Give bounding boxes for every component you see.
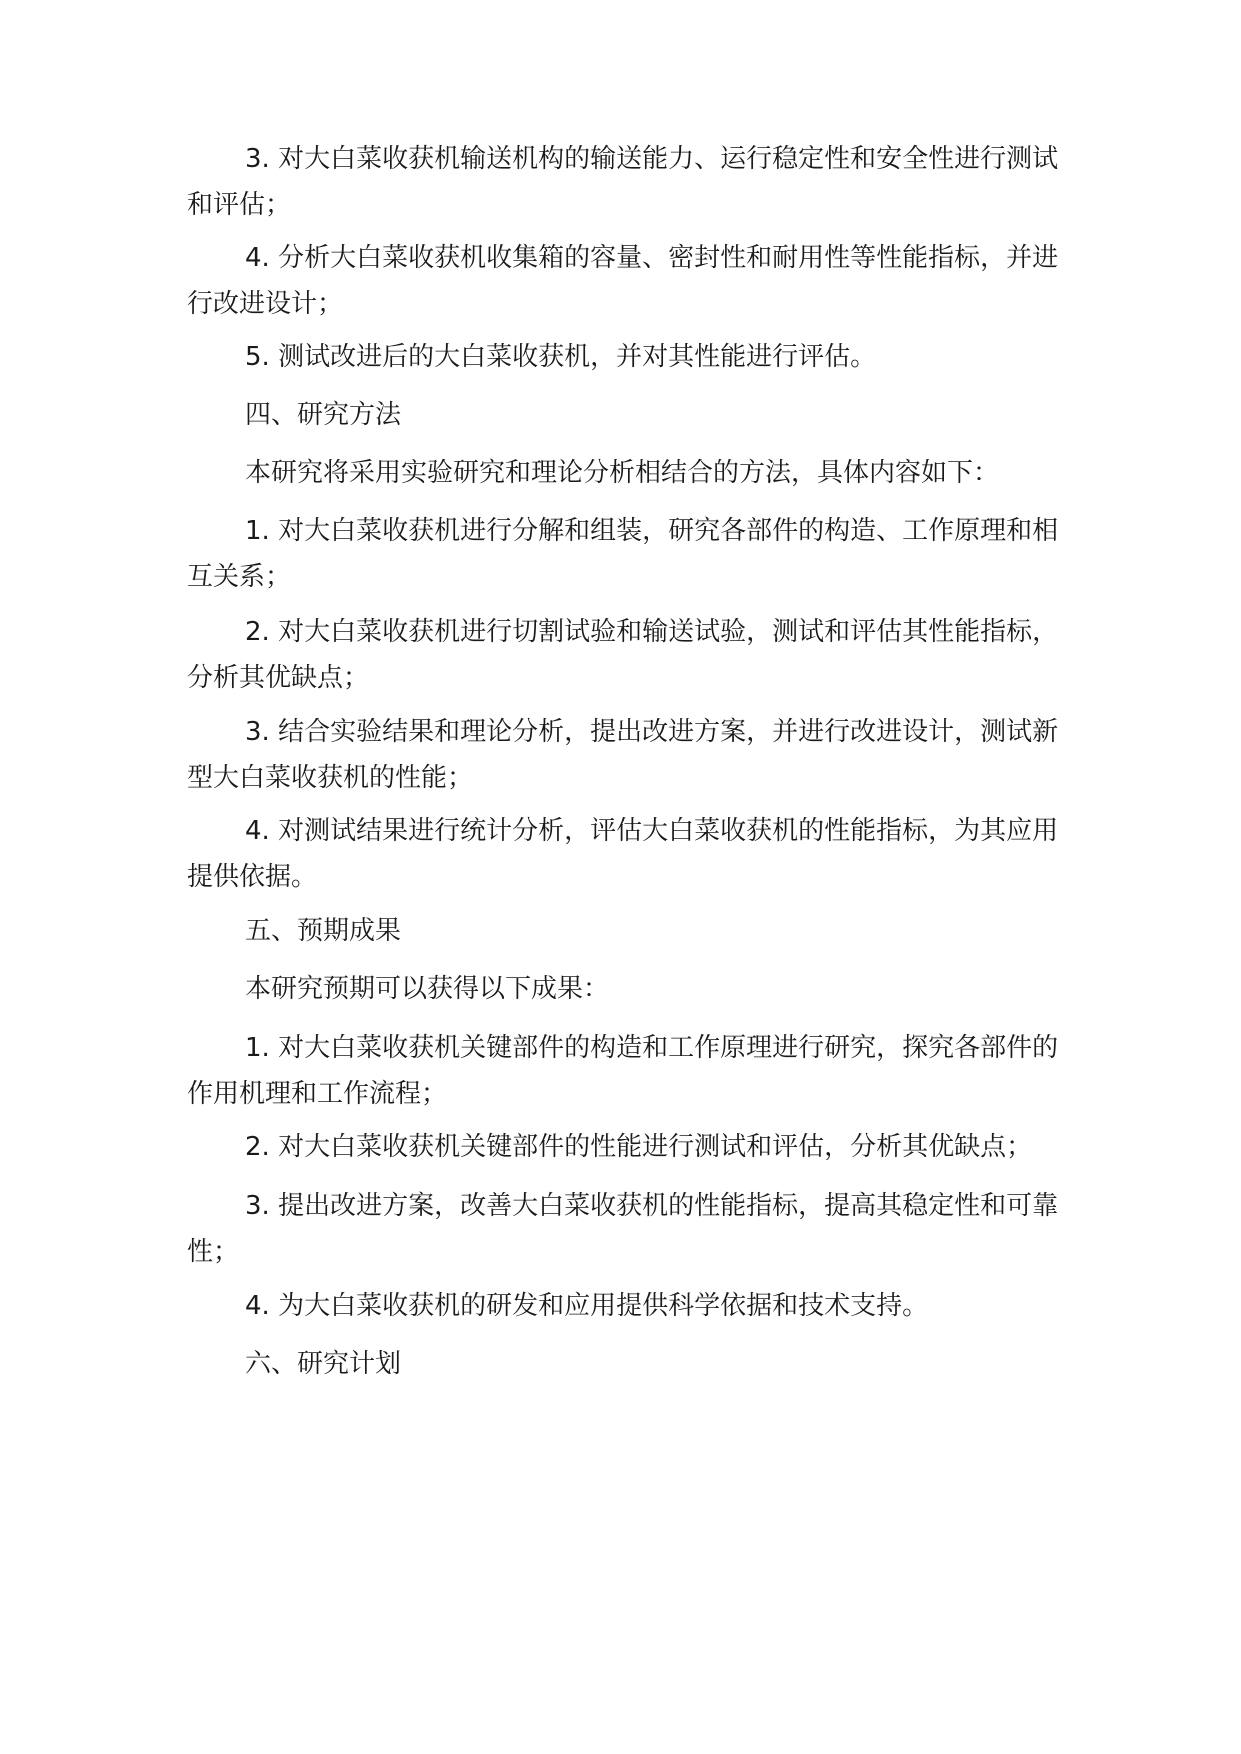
method-item-2: 2. 对大白菜收获机进行切割试验和输送试验，测试和评估其性能指标，分析其优缺点； [187, 617, 1059, 693]
result-item-2: 2. 对大白菜收获机关键部件的性能进行测试和评估，分析其优缺点； [245, 1132, 1033, 1162]
methods-intro: 本研究将采用实验研究和理论分析相结合的方法，具体内容如下： [245, 458, 1000, 488]
results-intro: 本研究预期可以获得以下成果： [245, 974, 610, 1004]
list-item-4-collection-box: 4. 分析大白菜收获机收集箱的容量、密封性和耐用性等性能指标，并进行改进设计； [187, 243, 1059, 319]
section-heading-expected-results: 五、预期成果 [245, 916, 402, 946]
section-heading-methods: 四、研究方法 [245, 400, 402, 430]
method-item-1: 1. 对大白菜收获机进行分解和组装，研究各部件的构造、工作原理和相互关系； [187, 516, 1059, 592]
method-item-3: 3. 结合实验结果和理论分析，提出改进方案，并进行改进设计，测试新型大白菜收获机的性能； [187, 717, 1059, 793]
result-item-3: 3. 提出改进方案，改善大白菜收获机的性能指标，提高其稳定性和可靠性； [187, 1191, 1059, 1267]
section-heading-research-plan: 六、研究计划 [245, 1349, 402, 1379]
list-item-5-test-improved: 5. 测试改进后的大白菜收获机，并对其性能进行评估。 [245, 342, 877, 372]
result-item-4: 4. 为大白菜收获机的研发和应用提供科学依据和技术支持。 [245, 1291, 929, 1321]
method-item-4: 4. 对测试结果进行统计分析，评估大白菜收获机的性能指标，为其应用提供依据。 [187, 816, 1059, 892]
result-item-1: 1. 对大白菜收获机关键部件的构造和工作原理进行研究，探究各部件的作用机理和工作流程； [187, 1033, 1059, 1109]
list-item-3-conveyor: 3. 对大白菜收获机输送机构的输送能力、运行稳定性和安全性进行测试和评估； [187, 144, 1059, 220]
